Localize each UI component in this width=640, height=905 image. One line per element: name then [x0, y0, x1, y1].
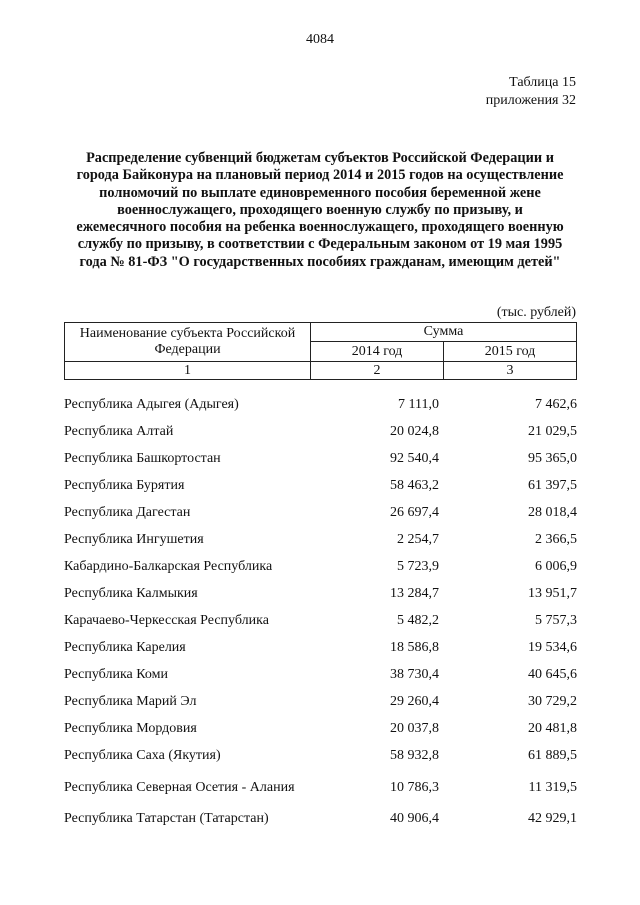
header-col-num-2: 2: [311, 362, 444, 380]
region-name: Республика Марий Эл: [64, 694, 197, 709]
document-title: Распределение субвенций бюджетам субъектов Российской Федерации и города Байконура на плановый период 2014 и 2015 годов на осуществление полномочий по выплате единовременного пособия беременной жене военнослужащего, проходящего военную службу по призыву, и ежемесячного пособия на ребенка военнослужащего, проходящего военную службу по призыву, в соответствии с Федеральным законом от 19 мая 1995 года № 81-ФЗ "О государственных пособиях гражданам, имеющим детей": [76, 150, 564, 270]
region-name: Республика Саха (Якутия): [64, 748, 221, 763]
value-2015: 61 397,5: [528, 478, 577, 493]
value-2014: 29 260,4: [390, 694, 439, 709]
header-col-num-3: 3: [444, 362, 577, 380]
value-2014: 5 723,9: [397, 559, 439, 574]
table-row: [64, 391, 577, 418]
value-2014: 20 037,8: [390, 721, 439, 736]
region-name: Республика Башкортостан: [64, 451, 221, 466]
region-name: Республика Калмыкия: [64, 586, 198, 601]
value-2015: 11 319,5: [528, 779, 577, 795]
table-header: [64, 322, 577, 380]
value-2015: 6 006,9: [535, 559, 577, 574]
table-reference: [486, 74, 576, 110]
value-2014: 20 024,8: [390, 424, 439, 439]
value-2015: 95 365,0: [528, 451, 577, 466]
value-2015: 61 889,5: [528, 748, 577, 763]
table-row: [64, 805, 577, 832]
table-row: [64, 580, 577, 607]
value-2015: 5 757,3: [535, 613, 577, 628]
table-row: [64, 688, 577, 715]
appendix-number: приложения 32: [485, 93, 576, 108]
value-2015: 28 018,4: [528, 505, 577, 520]
value-2015: 30 729,2: [528, 694, 577, 709]
table-number: Таблица 15: [509, 75, 576, 90]
value-2014: 40 906,4: [390, 811, 439, 826]
header-sum: Сумма: [311, 323, 577, 342]
region-name: Республика Северная Осетия - Алания: [64, 779, 295, 795]
region-name: Республика Дагестан: [64, 505, 191, 520]
table-row: [64, 607, 577, 634]
value-2014: 38 730,4: [390, 667, 439, 682]
value-2015: 7 462,6: [535, 397, 577, 412]
region-name: Республика Татарстан (Татарстан): [64, 811, 269, 826]
region-name: Республика Мордовия: [64, 721, 197, 736]
value-2014: 26 697,4: [390, 505, 439, 520]
units-label: (тыс. рублей): [496, 305, 576, 320]
value-2014: 18 586,8: [390, 640, 439, 655]
table-row: [64, 634, 577, 661]
table-row: [64, 418, 577, 445]
table-row: [64, 661, 577, 688]
value-2014: 13 284,7: [390, 586, 439, 601]
value-2014: 5 482,2: [397, 613, 439, 628]
value-2014: 92 540,4: [390, 451, 439, 466]
region-name: Республика Алтай: [64, 424, 174, 439]
header-subject-name: Наименование субъекта Российской Федерации: [65, 323, 311, 362]
region-name: Республика Бурятия: [64, 478, 185, 493]
region-name: Республика Карелия: [64, 640, 186, 655]
header-year-2014: 2014 год: [311, 342, 444, 362]
table-row: [64, 445, 577, 472]
value-2015: 13 951,7: [528, 586, 577, 601]
value-2014: 58 932,8: [390, 748, 439, 763]
table-row: [64, 769, 577, 805]
table-row: [64, 553, 577, 580]
table-row: [64, 715, 577, 742]
table-body: [64, 391, 577, 832]
value-2015: 42 929,1: [528, 811, 577, 826]
value-2014: 58 463,2: [390, 478, 439, 493]
value-2015: 21 029,5: [528, 424, 577, 439]
header-year-2015: 2015 год: [444, 342, 577, 362]
table-row: [64, 472, 577, 499]
region-name: Кабардино-Балкарская Республика: [64, 559, 273, 574]
value-2014: 7 111,0: [398, 397, 439, 412]
page-number: 4084: [306, 32, 334, 47]
region-name: Республика Коми: [64, 667, 168, 682]
header-col-num-1: 1: [65, 362, 311, 380]
region-name: Республика Адыгея (Адыгея): [64, 397, 239, 412]
table-row: [64, 742, 577, 769]
value-2014: 2 254,7: [397, 532, 439, 547]
table-row: [64, 499, 577, 526]
value-2014: 10 786,3: [390, 779, 439, 795]
value-2015: 19 534,6: [528, 640, 577, 655]
table-row: [64, 526, 577, 553]
value-2015: 40 645,6: [528, 667, 577, 682]
value-2015: 2 366,5: [535, 532, 577, 547]
region-name: Карачаево-Черкесская Республика: [64, 613, 269, 628]
region-name: Республика Ингушетия: [64, 532, 204, 547]
value-2015: 20 481,8: [528, 721, 577, 736]
